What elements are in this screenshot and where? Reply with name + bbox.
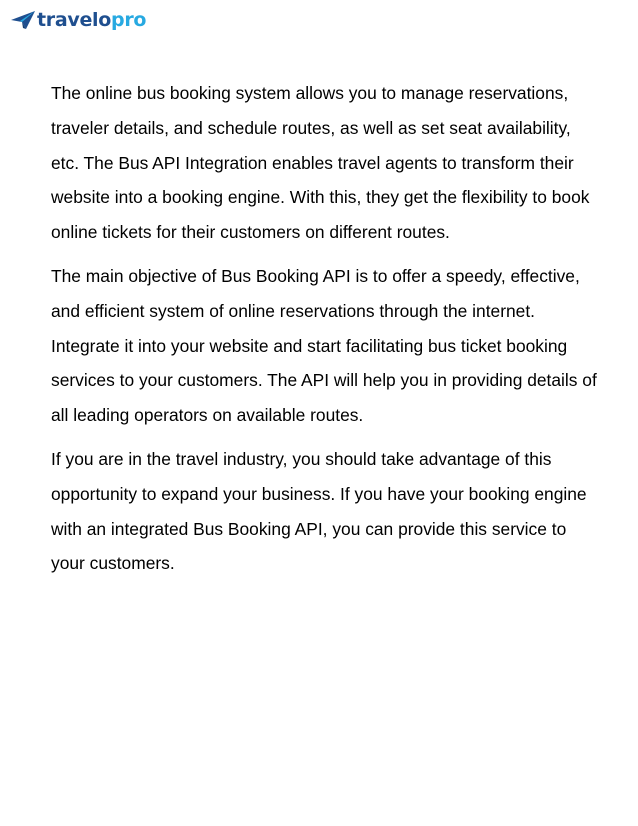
paragraph-1: The online bus booking system allows you to manage reservations, traveler details, and schedule routes, as well as set seat availability, etc. The Bus API Integration enables travel agents to transform their website into a booking engine. With this, they get the flexibility to book online tickets for their customers on different routes.: [51, 83, 590, 243]
logo-text-pro: pro: [111, 8, 147, 31]
document-body: [51, 76, 603, 590]
paragraph-2: The main objective of Bus Booking API is to offer a speedy, effective, and efficient system of online reservations through the internet. Integrate it into your website and start facilitating bus ticket booking services to your customers. The API will help you in providing details of all leading operators on available routes.: [51, 265, 597, 426]
paragraph-3: If you are in the travel industry, you should take advantage of this opportunity to expand your business. If you have your booking engine with an integrated Bus Booking API, you can provide this service to your customers.: [51, 448, 587, 574]
logo: [10, 6, 146, 34]
logo-wordmark: [37, 8, 147, 31]
logo-text-travel: travelo: [37, 8, 112, 31]
paper-plane-icon: [10, 9, 36, 31]
